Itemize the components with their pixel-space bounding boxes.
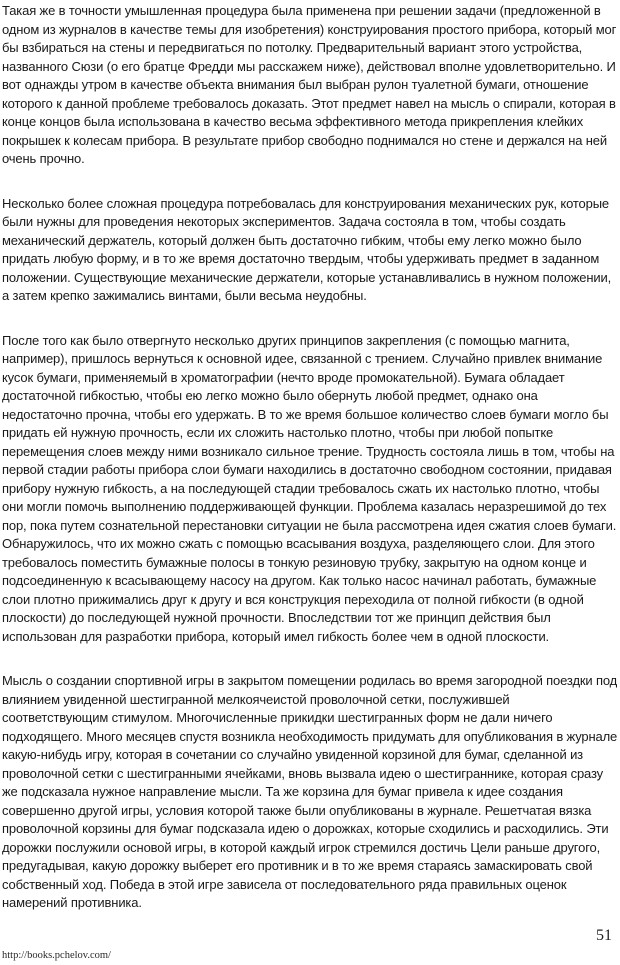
paragraph-2: Несколько более сложная процедура потребовалась для конструирования механических рук, которые были нужны для проведения некоторых экспериментов. Задача состояла в том, чтобы создать механический держатель, который должен быть достаточно гибким, чтобы ему легко можно было придать любую форму, и в то же время достаточно твердым, чтобы удерживать предмет в заданном положении. Существующие механические держатели, которые устанавливались в нужном положении, а затем крепко зажимались винтами, были весьма неудобны.: [2, 195, 612, 303]
paragraph-3: После того как было отвергнуто несколько других принципов закрепления (с помощью магнита, например), пришлось вернуться к основной идее, связанной с трением. Случайно привлек внимание кусок бумаги, применяемый в хроматографии (нечто вроде промокательной). Бумага обладает достаточной гибкостью, чтобы ею легко можно было обернуть любой предмет, однако она недостаточно прочна, чтобы его удержать. В то же время большое количество слоев бумаги могло бы придать ей нужную прочность, если их сложить настолько плотно, чтобы при любой попытке перемещения слоев между ними возникало сильное трение. Трудность состояла лишь в том, чтобы на первой стадии работы прибора слои бумаги находились в достаточно свободном состоянии, придавая прибору нужную гибкость, а на последующей стадии требовалось сжать их настолько плотно, чтобы они могли помочь выполнению поддерживающей функции. Проблема казалась неразрешимой до тех пор, пока путем сознательной перестановки ситуации не была рассмотрена идея сжатия слоев бумаги. Обнаружилось, что их можно сжать с помощью всасывания воздуха, разделяющего слои. Для этого требовалось поместить бумажные полосы в тонкую резиновую трубку, закрытую на одном конце и подсоединенную к всасывающему насосу на другом. Как только насос начинал работать, бумажные слои плотно прижимались друг к другу и вся конструкция переходила от полной гибкости (в одной плоскости) до последующей нужной прочности. Впоследствии тот же принцип действия был использован для разработки прибора, который имел гибкость более чем в одной плоскости.: [2, 332, 617, 644]
page-number: 51: [596, 927, 612, 944]
footer-url: http://books.pchelov.com/: [2, 950, 111, 961]
paragraph-4: Мысль о создании спортивной игры в закрытом помещении родилась во время загородной поездки под влиянием увиденной шестигранной мелкоячеистой проволочной сетки, послужившей соответствующим стимулом. Многочисленные прикидки шестигранных форм не дали ничего подходящего. Много месяцев спустя возникла необходимость придумать для опубликования в журнале какую-нибудь игру, которая в сочетании со случайно увиденной корзиной для бумаг, сделанной из проволочной сетки с шестигранными ячейками, вновь вызвала идею о шестиграннике, которая сразу же подсказала нужное направление мысли. Та же корзина для бумаг привела к идее создания совершенно другой игры, условия которой также были опубликованы в журнале. Решетчатая вязка проволочной корзины для бумаг подсказала идею о дорожках, которые сходились и расходились. Эти дорожки послужили основой игры, в которой каждый игрок стремился достичь Цели раньше другого, предугадывая, какую дорожку выберет его противник и в то же время стараясь замаскировать свой собственный ход. Победа в этой игре зависела от последовательного ряда правильных оценок намерений противника.: [2, 673, 618, 910]
document-text: [2, 2, 618, 913]
paragraph-1: Такая же в точности умышленная процедура была применена при решении задачи (предложенной в одном из журналов в качестве темы для изобретения) конструирования простого прибора, который мог бы взбираться на стены и передвигаться по потолку. Предварительный вариант этого устройства, названного Сюзи (о его братце Фредди мы расскажем ниже), действовал вполне удовлетворительно. И вот однажды утром в качестве объекта внимания был выбран рулон туалетной бумаги, отношение которого к данной проблеме требовалось доказать. Этот предмет навел на мысль о спирали, которая в конце концов была использована в качество весьма эффективного метода прикрепления клейких покрышек к колесам прибора. В результате прибор свободно поднимался но стене и держался на ней очень прочно.: [2, 3, 617, 166]
